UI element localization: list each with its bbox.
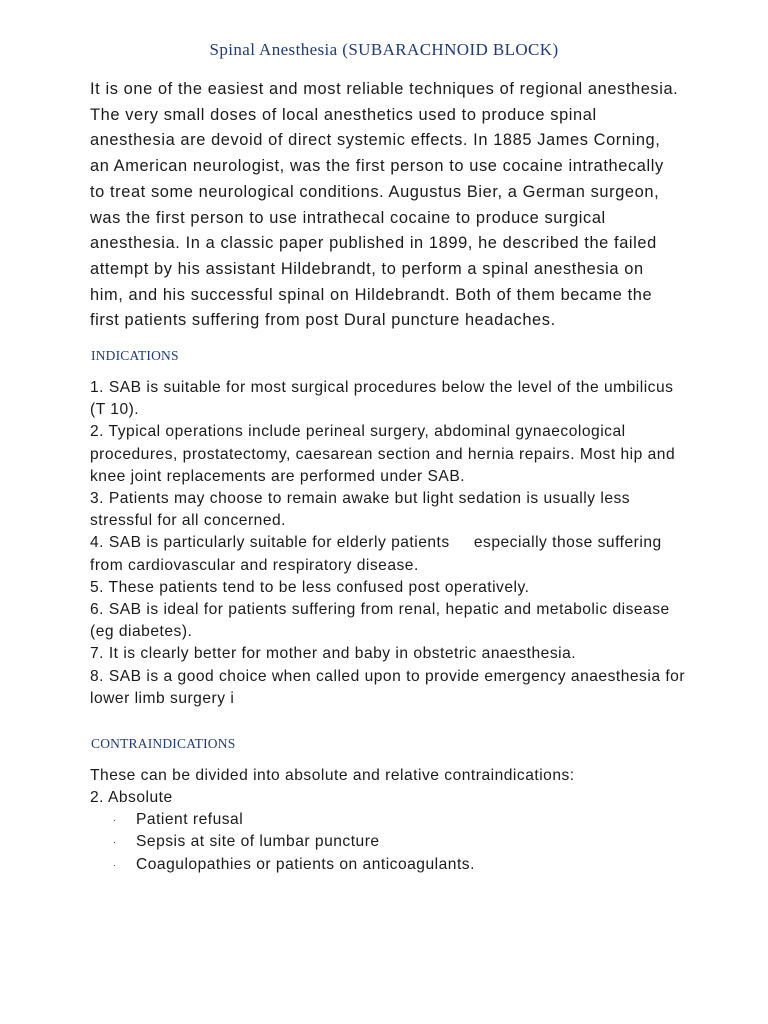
indication-item-6: 6. SAB is ideal for patients suffering from renal, hepatic and metabolic disease (eg diabetes). bbox=[90, 601, 670, 641]
page-title: Spinal Anesthesia (SUBARACHNOID BLOCK) bbox=[209, 40, 559, 59]
indications-list bbox=[90, 377, 690, 710]
indication-item-7: 7. It is clearly better for mother and baby in obstetric anaesthesia. bbox=[90, 645, 577, 663]
list-item bbox=[90, 809, 690, 831]
contraindications-intro-block bbox=[90, 765, 690, 809]
contraindications-heading: CONTRAINDICATIONS bbox=[91, 736, 236, 751]
indication-item-1: 1. SAB is suitable for most surgical procedures below the level of the umbilicus (T 10). bbox=[90, 379, 674, 419]
bullet-dot-icon: · bbox=[113, 815, 117, 825]
indication-item-8: 8. SAB is a good choice when called upon to provide emergency anaesthesia for lower limb surgery i bbox=[90, 667, 686, 707]
list-item-text: Sepsis at site of lumbar puncture bbox=[136, 833, 380, 851]
indication-item-5: 5. These patients tend to be less confused post operatively. bbox=[90, 578, 530, 596]
absolute-subheading: 2. Absolute bbox=[90, 789, 173, 807]
intro-paragraph: It is one of the easiest and most reliable techniques of regional anesthesia. The very small doses of local anesthetics used to produce spinal anesthesia are devoid of direct systemic effects. In 1885 James Corning, an American neurologist, was the first person to use cocaine intrathecally to treat some neurological conditions. Augustus Bier, a German surgeon, was the first person to use intrathecal cocaine to produce surgical anesthesia. In a classic paper published in 1899, he described the failed attempt by his assistant Hildebrandt, to perform a spinal anesthesia on him, and his successful spinal on Hildebrandt. Both of them became the first patients suffering from post Dural puncture headaches. bbox=[90, 80, 679, 330]
bullet-dot-icon: · bbox=[113, 859, 117, 870]
bullet-dot-icon: · bbox=[113, 837, 117, 848]
list-item bbox=[90, 854, 690, 876]
list-item-text: Patient refusal bbox=[136, 811, 244, 828]
contraindications-intro: These can be divided into absolute and relative contraindications: bbox=[90, 767, 575, 784]
indication-item-2: 2. Typical operations include perineal surgery, abdominal gynaecological procedures, prostatectomy, caesarean section and hernia repairs. Most hip and knee joint replacements are performed under SAB. bbox=[90, 423, 676, 485]
list-item-text: Coagulopathies or patients on anticoagulants. bbox=[136, 855, 475, 873]
absolute-contraindications-list bbox=[90, 809, 690, 876]
list-item bbox=[90, 831, 690, 853]
indication-item-3: 3. Patients may choose to remain awake but light sedation is usually less stressful for all concerned. bbox=[90, 490, 631, 530]
indications-heading: INDICATIONS bbox=[91, 348, 179, 363]
indication-item-4: 4. SAB is particularly suitable for elderly patients especially those suffering from cardiovascular and respiratory disease. bbox=[90, 534, 667, 574]
